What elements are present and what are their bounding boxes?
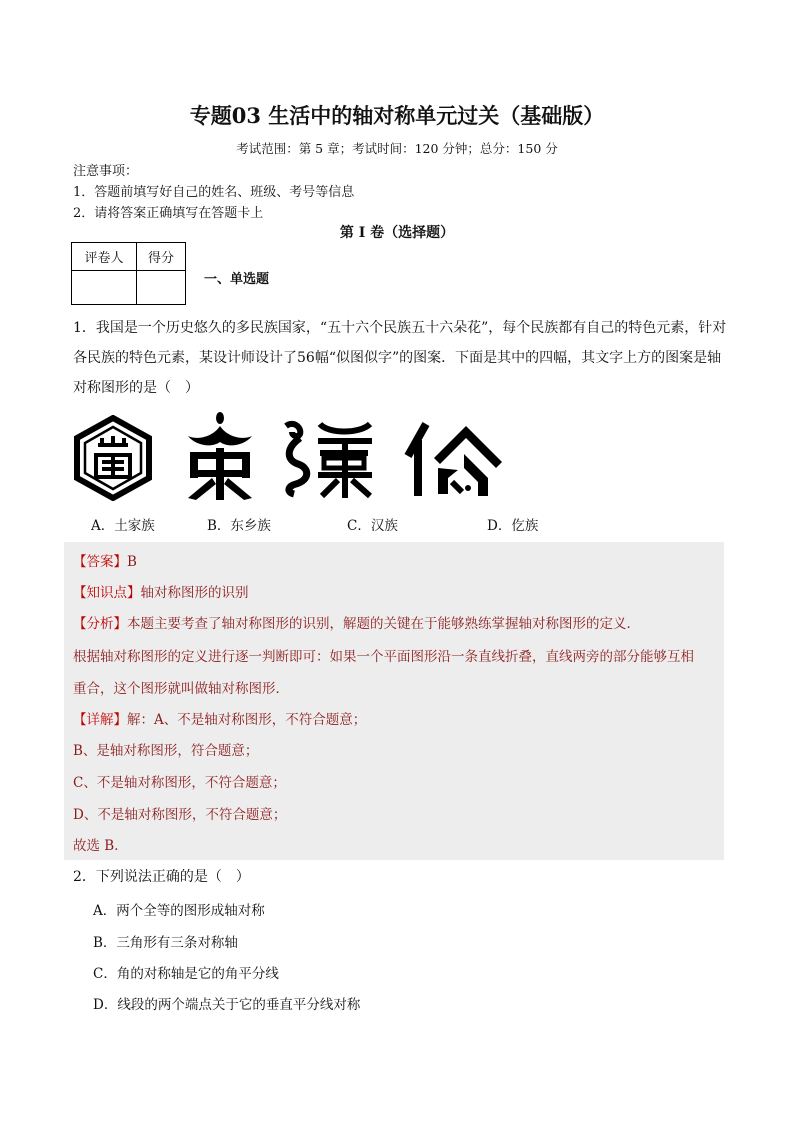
grader-table bbox=[71, 242, 186, 305]
q2-option-d[interactable]: D．线段的两个端点关于它的垂直平分线对称 bbox=[93, 997, 361, 1013]
knowledge-point-value: 轴对称图形的识别 bbox=[140, 585, 249, 601]
q2-option-b[interactable]: B．三角形有三条对称轴 bbox=[93, 935, 238, 951]
answer-value: B bbox=[127, 554, 137, 570]
exam-meta: 考试范围：第 5 章；考试时间：120 分钟；总分：150 分 bbox=[236, 141, 558, 156]
knowledge-point-line bbox=[73, 581, 249, 601]
detail-text-3: C、不是轴对称图形，不符合题意； bbox=[73, 775, 286, 791]
detail-text-4: D、不是轴对称图形，不符合题意； bbox=[73, 807, 287, 823]
question-1-stem: 1．我国是一个历史悠久的多民族国家，“五十六个民族五十六朵花”，每个民族都有自己的特色元素，针对各民族的特色元素，某设计师设计了56幅“似图似字”的图案．下面是其中的四幅，其文字上方的图案是轴对称图形的是（ ） bbox=[73, 320, 727, 396]
detail-text-2: B、是轴对称图形，符合题意； bbox=[73, 743, 259, 759]
gelao-glyph-icon bbox=[404, 422, 506, 498]
dongxiang-glyph-icon bbox=[182, 412, 258, 502]
q2-option-a[interactable]: A．两个全等的图形成轴对称 bbox=[93, 903, 265, 919]
knowledge-point-tag: 【知识点】 bbox=[73, 585, 141, 601]
notice-item-2: 2．请将答案正确填写在答题卡上 bbox=[73, 206, 264, 221]
answer-line bbox=[73, 550, 137, 570]
q1-option-c[interactable]: C．汉族 bbox=[347, 518, 398, 534]
notice-title: 注意事项： bbox=[73, 164, 139, 179]
analysis-text-3: 重合，这个图形就叫做轴对称图形． bbox=[73, 681, 289, 697]
section-heading: 一、单选题 bbox=[204, 272, 270, 287]
detail-text-5: 故选 B． bbox=[73, 838, 128, 854]
q2-option-c[interactable]: C．角的对称轴是它的角平分线 bbox=[93, 966, 279, 982]
score-header: 得分 bbox=[137, 243, 186, 271]
q1-option-a[interactable]: A．土家族 bbox=[91, 518, 155, 534]
analysis-tag: 【分析】 bbox=[73, 616, 127, 632]
notice-item-1: 1．答题前填写好自己的姓名、班级、考号等信息 bbox=[73, 185, 355, 200]
tujia-emblem-icon bbox=[72, 415, 154, 501]
analysis-line-1 bbox=[73, 612, 640, 632]
score-cell[interactable] bbox=[137, 271, 186, 305]
grader-header: 评卷人 bbox=[72, 243, 137, 271]
detail-tag: 【详解】 bbox=[73, 712, 127, 728]
question-2-stem: 2．下列说法正确的是（ ） bbox=[73, 869, 250, 885]
detail-text-1: 解：A、不是轴对称图形，不符合题意； bbox=[127, 712, 367, 728]
q1-option-b[interactable]: B．东乡族 bbox=[207, 518, 271, 534]
analysis-text-2: 根据轴对称图形的定义进行逐一判断即可：如果一个平面图形沿一条直线折叠，直线两旁的部分能够互相 bbox=[73, 649, 694, 665]
analysis-text-1: 本题主要考查了轴对称图形的识别，解题的关键在于能够熟练掌握轴对称图形的定义． bbox=[127, 616, 640, 632]
grader-cell[interactable] bbox=[72, 271, 137, 305]
page-title: 专题03 生活中的轴对称单元过关（基础版） bbox=[189, 103, 605, 128]
detail-line-1 bbox=[73, 708, 366, 728]
q1-option-d[interactable]: D．仡族 bbox=[487, 518, 539, 534]
volume-heading: 第 I 卷（选择题） bbox=[339, 225, 455, 241]
han-glyph-icon bbox=[280, 420, 376, 500]
answer-tag: 【答案】 bbox=[73, 554, 127, 570]
